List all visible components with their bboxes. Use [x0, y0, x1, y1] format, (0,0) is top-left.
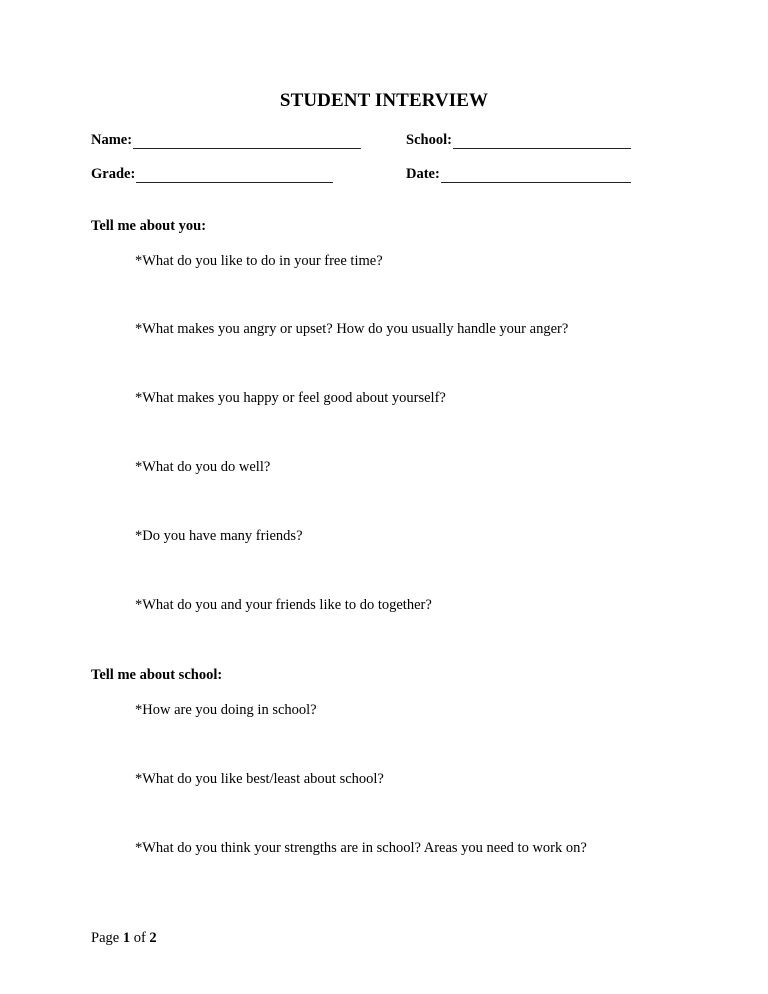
grade-label: Grade: — [91, 166, 136, 182]
total-pages-number: 2 — [149, 930, 157, 946]
name-field — [91, 131, 361, 149]
school-input-line[interactable] — [453, 134, 631, 149]
section-heading-about-you: Tell me about you: — [91, 218, 207, 234]
question-item: *How are you doing in school? — [135, 702, 317, 718]
section-heading-about-school: Tell me about school: — [91, 667, 223, 683]
page-prefix: Page — [91, 930, 123, 946]
question-item: *What do you like best/least about school? — [135, 771, 384, 787]
page-title: STUDENT INTERVIEW — [279, 90, 489, 111]
grade-field — [91, 165, 333, 183]
question-item: *Do you have many friends? — [135, 528, 303, 544]
school-field — [406, 131, 631, 149]
page-of-text: of — [130, 930, 150, 946]
name-input-line[interactable] — [133, 134, 361, 149]
grade-input-line[interactable] — [136, 168, 333, 183]
page-number-footer — [91, 930, 157, 947]
question-item: *What do you like to do in your free time? — [135, 253, 383, 269]
question-item: *What do you do well? — [135, 459, 271, 475]
question-item: *What do you think your strengths are in school? Areas you need to work on? — [135, 840, 587, 856]
date-input-line[interactable] — [441, 168, 631, 183]
school-label: School: — [406, 132, 452, 148]
date-label: Date: — [406, 166, 440, 182]
date-field — [406, 165, 631, 183]
question-item: *What do you and your friends like to do together? — [135, 597, 432, 613]
question-item: *What makes you happy or feel good about yourself? — [135, 390, 446, 406]
name-label: Name: — [91, 132, 133, 148]
current-page-number: 1 — [122, 930, 131, 946]
question-item: *What makes you angry or upset? How do you usually handle your anger? — [135, 321, 569, 337]
